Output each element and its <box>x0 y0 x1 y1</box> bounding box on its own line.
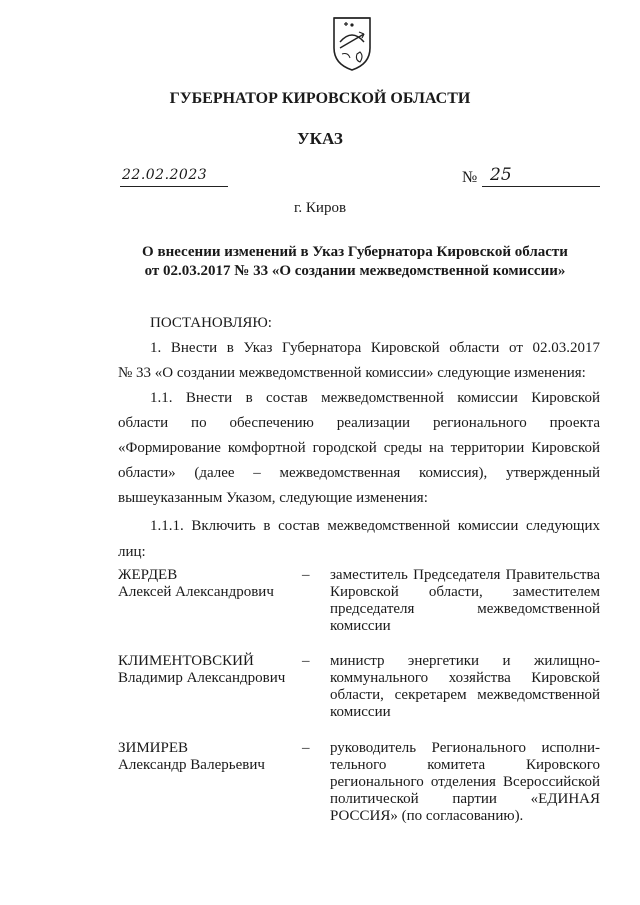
paragraph-1-1-1-line: 1.1.1. Включить в состав межведомственной комиссии следующих <box>150 518 600 534</box>
document-subject <box>110 243 600 281</box>
role-line: регионального отделения Всероссийской <box>330 774 600 790</box>
member-role <box>330 567 600 635</box>
paragraph-1-1-line: вышеуказанным Указом, следующие изменения: <box>118 490 428 506</box>
member-given-names: Алексей Александрович <box>118 584 274 600</box>
member-given-names: Александр Валерьевич <box>118 757 265 773</box>
issuer-title: ГУБЕРНАТОР КИРОВСКОЙ ОБЛАСТИ <box>169 90 471 107</box>
role-line: области, секретарем межведомственной <box>330 687 600 703</box>
paragraph-1-1-line: области по обеспечению реализации регионального проекта <box>118 415 600 431</box>
member-surname: ЖЕРДЕВ <box>118 567 178 583</box>
role-line: Кировской области, заместителем <box>330 584 600 600</box>
member-given-names: Владимир Александрович <box>118 670 286 686</box>
paragraph-1-1-line: «Формирование комфортной городской среды на территории Кировской <box>118 440 600 456</box>
member-role <box>330 740 600 825</box>
member-dash: – <box>302 567 310 583</box>
role-line: министр энергетики и жилищно- <box>330 653 600 669</box>
role-line: тельного комитета Кировского <box>330 757 600 773</box>
number-label: № <box>462 169 478 186</box>
paragraph-1-line: № 33 «О создании межведомственной комиссии» следующие изменения: <box>118 365 586 381</box>
member-name <box>118 567 308 601</box>
member-role <box>330 653 600 721</box>
paragraph-1-1-line: области» (далее – межведомственная комиссия), утвержденный <box>118 465 600 481</box>
member-dash: – <box>302 740 310 756</box>
member-surname: КЛИМЕНТОВСКИЙ <box>118 653 254 669</box>
paragraph-1-1-line: 1.1. Внести в состав межведомственной комиссии Кировской <box>150 390 600 406</box>
member-name <box>118 740 308 774</box>
document-type: УКАЗ <box>297 129 343 148</box>
paragraph-1-line: 1. Внести в Указ Губернатора Кировской области от 02.03.2017 <box>150 340 600 356</box>
subject-line: О внесении изменений в Указ Губернатора Кировской области <box>142 244 568 260</box>
role-line: политической партии «ЕДИНАЯ <box>330 791 600 807</box>
subject-line: от 02.03.2017 № 33 «О создании межведомственной комиссии» <box>144 263 566 279</box>
resolve-heading: ПОСТАНОВЛЯЮ: <box>150 315 272 331</box>
city-line: г. Киров <box>293 200 347 216</box>
role-line: председателя межведомственной <box>330 601 600 617</box>
role-line: коммунального хозяйства Кировской <box>330 670 600 686</box>
document-date: 22.02.2023 <box>122 167 208 183</box>
role-line: РОССИЯ» (по согласованию). <box>330 808 524 824</box>
role-line: руководитель Регионального исполни- <box>330 740 600 756</box>
role-line: комиссии <box>330 704 391 720</box>
member-name <box>118 653 308 687</box>
member-surname: ЗИМИРЕВ <box>118 740 189 756</box>
coat-of-arms-emblem <box>330 14 374 72</box>
role-line: заместитель Председателя Правительства <box>330 567 600 583</box>
role-line: комиссии <box>330 618 391 634</box>
member-dash: – <box>302 653 310 669</box>
paragraph-1-1-1-line: лиц: <box>118 544 146 560</box>
document-number: 25 <box>490 165 512 185</box>
